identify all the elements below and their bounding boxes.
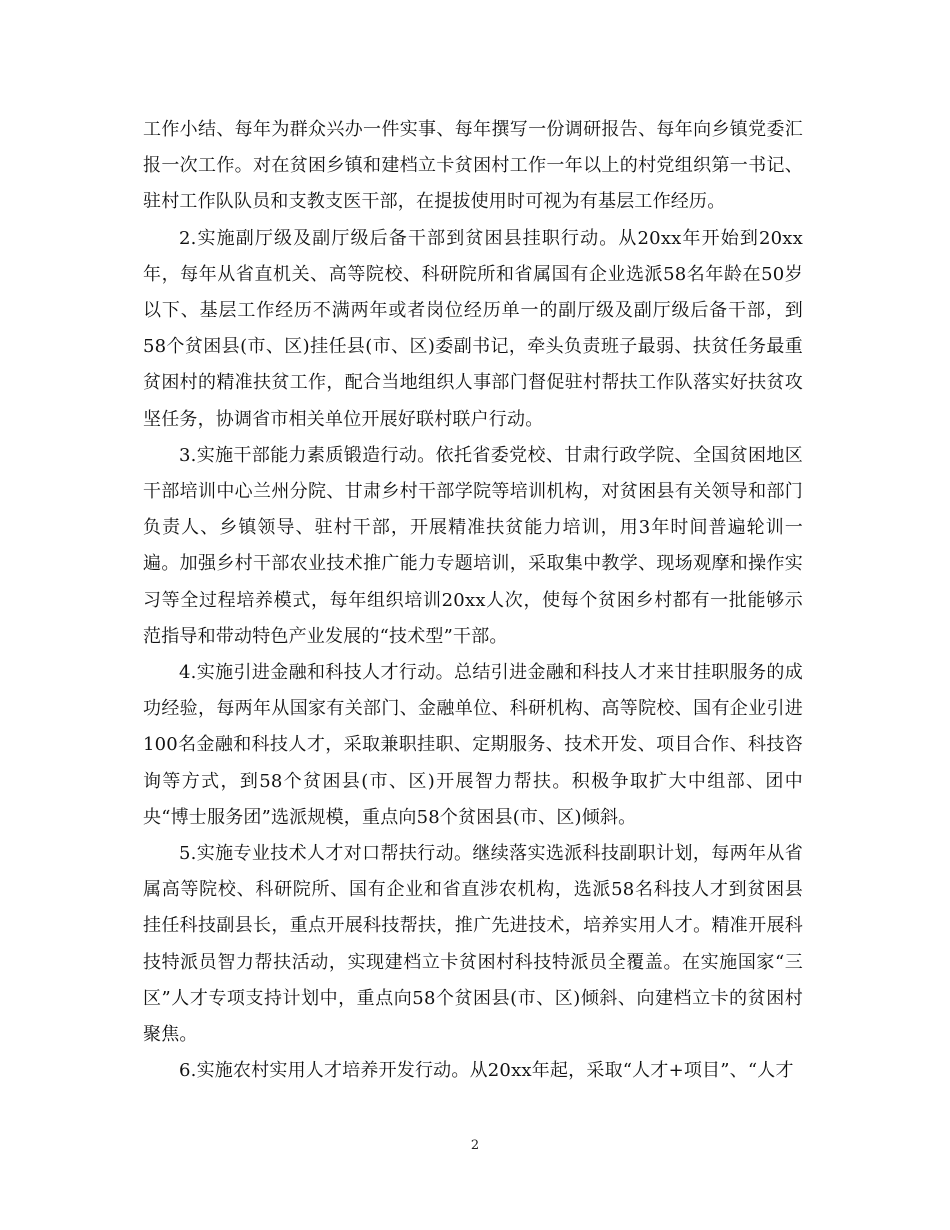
paragraph-item-4: 4.实施引进金融和科技人才行动。总结引进金融和科技人才来甘挂职服务的成功经验，每两年从国家有关部门、金融单位、科研机构、高等院校、国有企业引进100名金融和科技人才，采取兼职挂职、定期服务、技术开发、项目合作、科技咨询等方式，到58个贫困县(市、区)开展智力帮扶。积极争取扩大中组部、团中央“博士服务团”选派规模，重点向58个贫困县(市、区)倾斜。 [143,662,803,828]
paragraph-item-6: 6.实施农村实用人才培养开发行动。从20xx年起，采取“人才+项目”、“人才 [179,1060,794,1082]
document-body [143,112,803,1089]
paragraph-continuation: 工作小结、每年为群众兴办一件实事、每年撰写一份调研报告、每年向乡镇党委汇报一次工作。对在贫困乡镇和建档立卡贫困村工作一年以上的村党组织第一书记、驻村工作队队员和支教支医干部，在提拔使用时可视为有基层工作经历。 [143,119,803,213]
paragraph-item-3: 3.实施干部能力素质锻造行动。依托省委党校、甘肃行政学院、全国贫困地区干部培训中心兰州分院、甘肃乡村干部学院等培训机构，对贫困县有关领导和部门负责人、乡镇领导、驻村干部，开展精准扶贫能力培训，用3年时间普遍轮训一遍。加强乡村干部农业技术推广能力专题培训，采取集中教学、现场观摩和操作实习等全过程培养模式，每年组织培训20xx人次，使每个贫困乡村都有一批能够示范指导和带动特色产业发展的“技术型”干部。 [143,444,803,647]
paragraph-item-5: 5.实施专业技术人才对口帮扶行动。继续落实选派科技副职计划，每两年从省属高等院校、科研院所、国有企业和省直涉农机构，选派58名科技人才到贫困县挂任科技副县长，重点开展科技帮扶，推广先进技术，培养实用人才。精准开展科技特派员智力帮扶活动，实现建档立卡贫困村科技特派员全覆盖。在实施国家“三区”人才专项支持计划中，重点向58个贫困县(市、区)倾斜、向建档立卡的贫困村聚焦。 [143,843,803,1046]
paragraph-item-2: 2.实施副厅级及副厅级后备干部到贫困县挂职行动。从20xx年开始到20xx年，每年从省直机关、高等院校、科研院所和省属国有企业选派58名年龄在50岁以下、基层工作经历不满两年或者岗位经历单一的副厅级及副厅级后备干部，到58个贫困县(市、区)挂任县(市、区)委副书记，牵头负责班子最弱、扶贫任务最重贫困村的精准扶贫工作，配合当地组织人事部门督促驻村帮扶工作队落实好扶贫攻坚任务，协调省市相关单位开展好联村联户行动。 [143,227,803,430]
page-number: 2 [470,1138,480,1153]
